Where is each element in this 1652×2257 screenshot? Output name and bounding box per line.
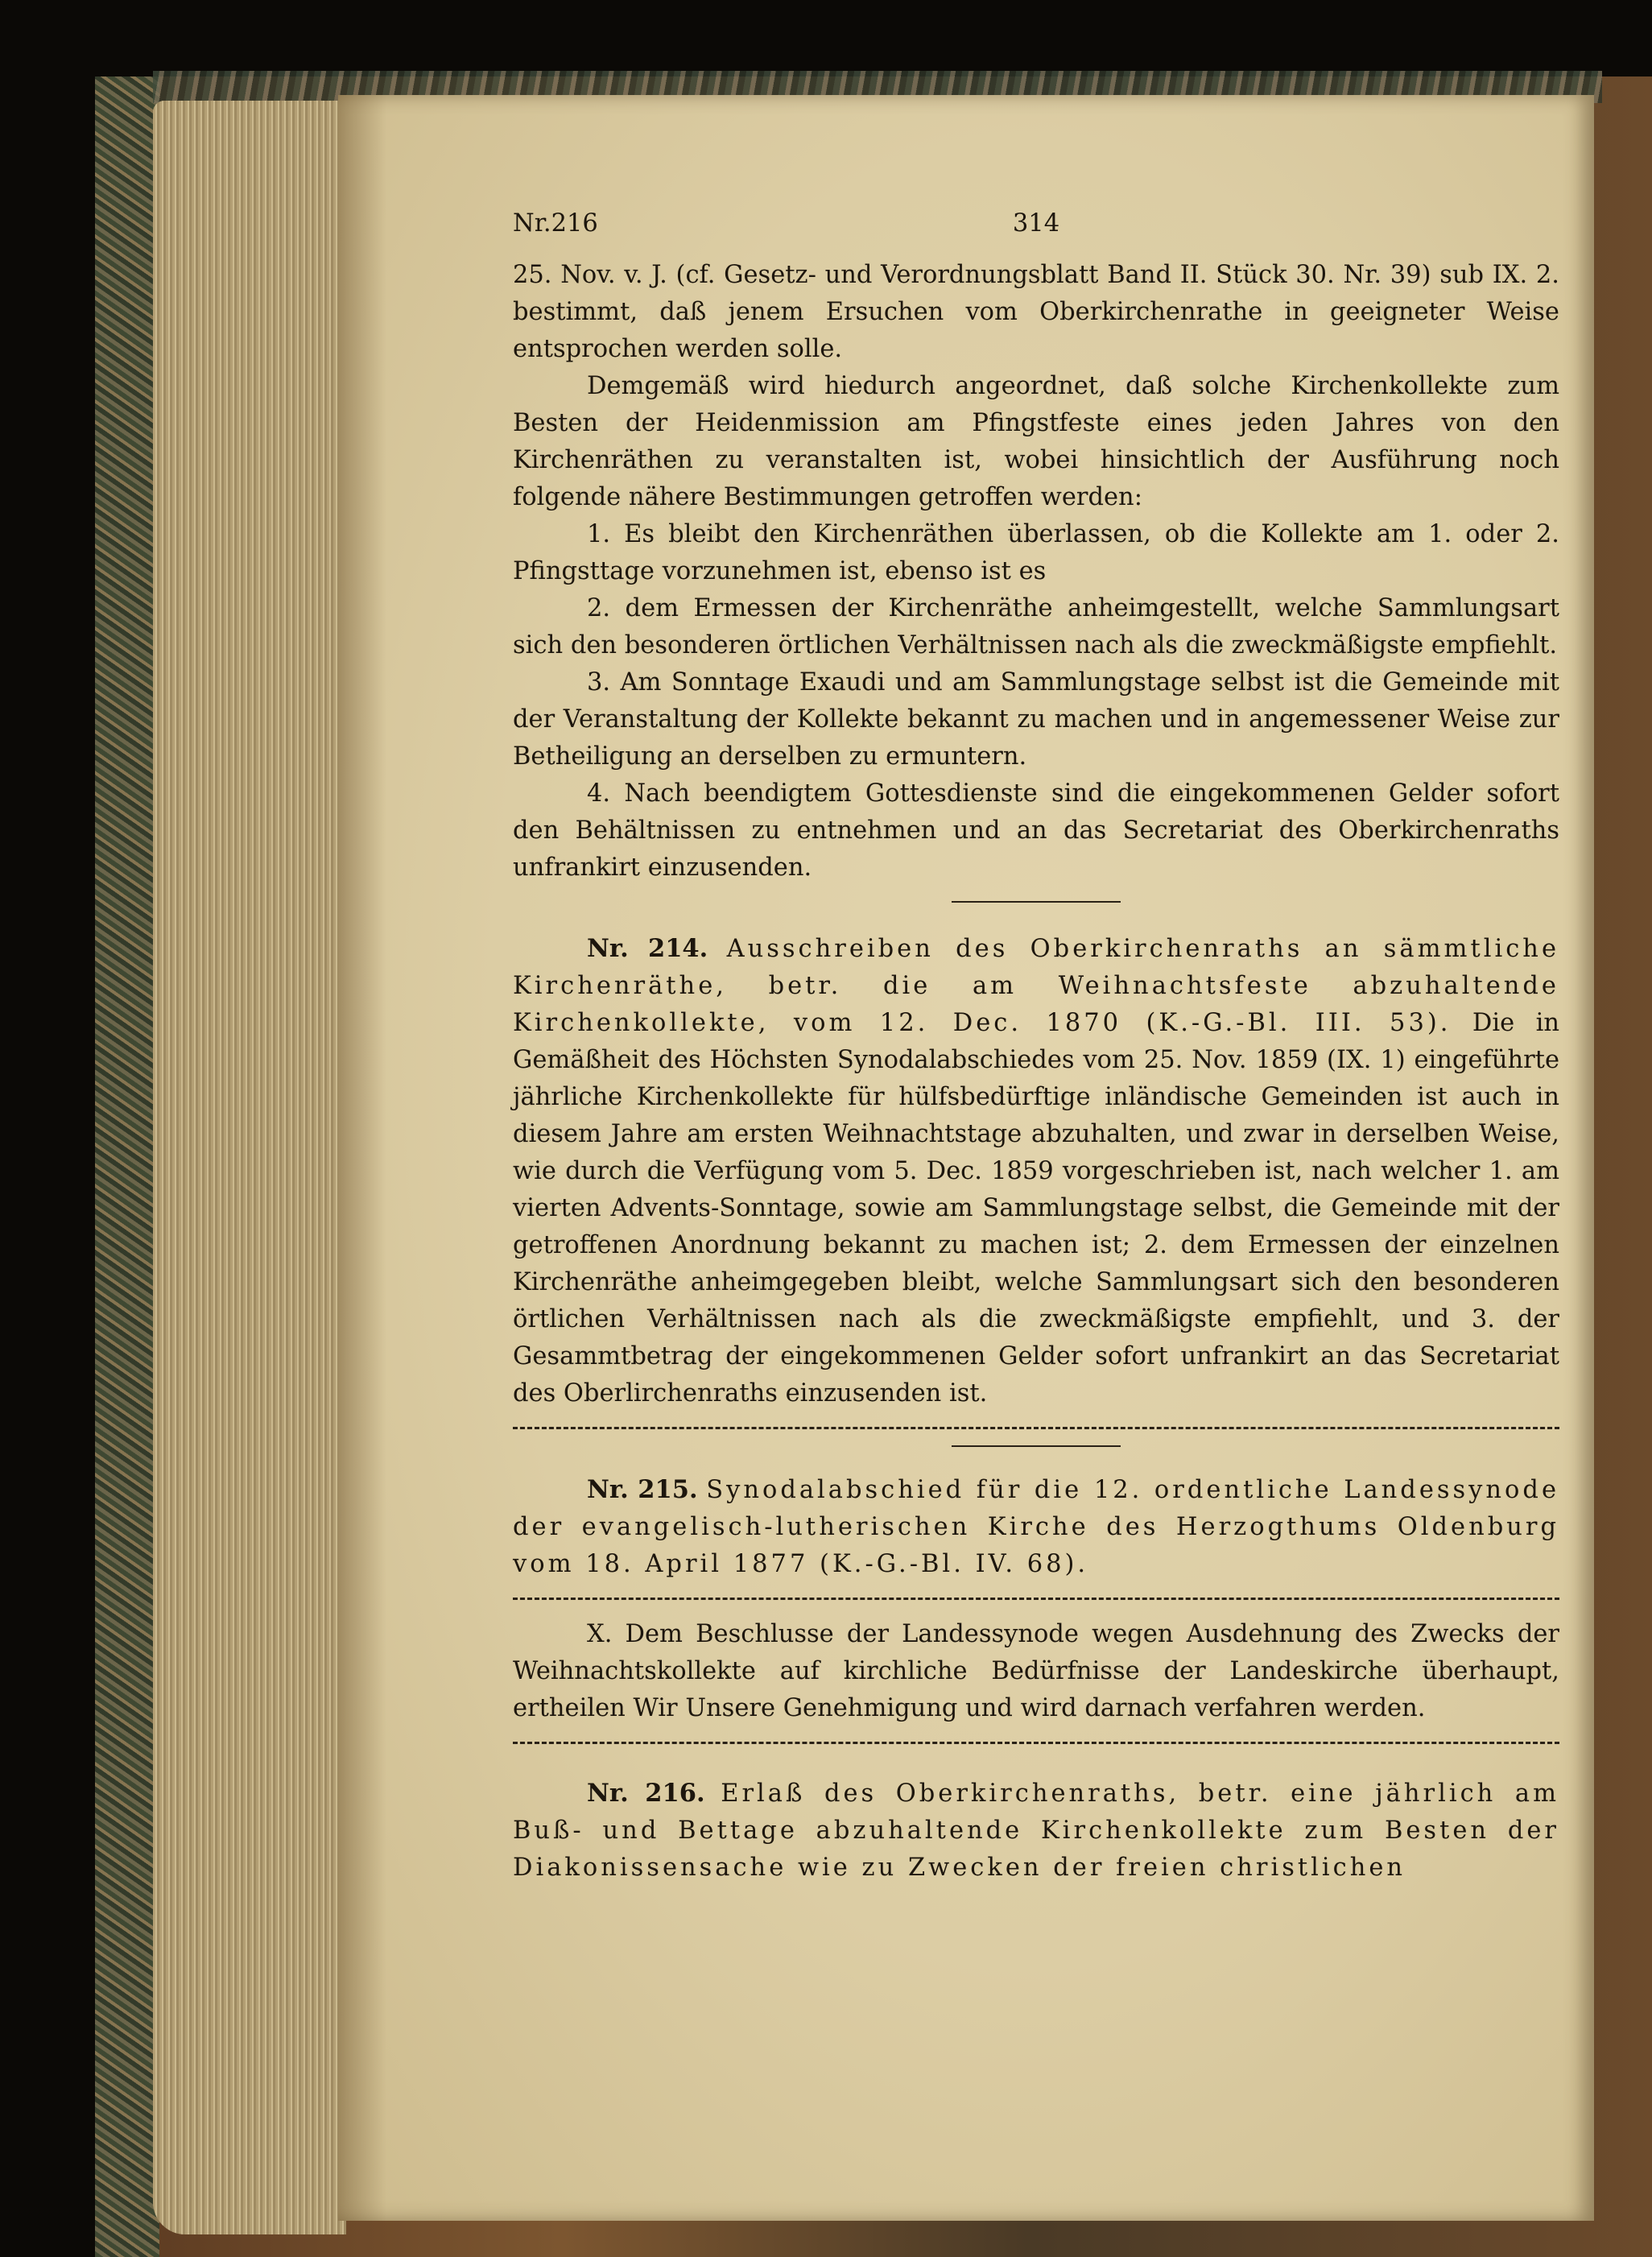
section-214-body: Die in Gemäßheit des Höchsten Synodalabschiedes vom 25. Nov. 1859 (IX. 1) eingeführte jährliche Kirchenkollekte für hülfsbedürftige inländische Gemeinden ist auch in diesem Jahre am ersten Weihnachtstage abzuhalten, und zwar in derselben Weise, wie durch die Verfügung vom 5. Dec. 1859 vorgeschrieben ist, nach welcher 1. am vierten Advents-Sonntage, sowie am Sammlungstage selbst, die Gemeinde mit der getroffenen Anordnung bekannt zu machen ist; 2. dem Ermessen der einzelnen Kirchenräthe anheimgegeben bleibt, welche Sammlungsart sich den besonderen örtlichen Verhältnissen nach als die zweckmäßigste empfiehlt, und 3. der Gesammtbetrag der eingekommenen Gelder sofort unfrankirt an das Secretariat des Oberlirchenraths einzusenden ist. — [513, 1009, 1559, 1408]
dashed-rule — [513, 1427, 1559, 1429]
intro-paragraph-2: Demgemäß wird hiedurch angeordnet, daß solche Kirchenkollekte zum Besten der Heidenmission am Pfingstfeste eines jeden Jahres von den Kirchenräthen zu veranstalten ist, wobei hinsichtlich der Ausführung noch folgende nähere Bestimmungen getroffen werden: — [513, 372, 1559, 511]
intro-item-2: 2. dem Ermessen der Kirchenräthe anheimgestellt, welche Sammlungsart sich den besonderen örtlichen Verhältnissen nach als die zweckmäßigste empfiehlt. — [513, 594, 1559, 659]
section-216-title: Erlaß des Oberkirchenraths, betr. eine jährlich am Buß- und Bettage abzuhaltende Kirchenkollekte zum Besten der Diakonissensache wie zu Zwecken der freien christlichen — [513, 1780, 1560, 1882]
section-214-number: Nr. 214. — [587, 934, 708, 963]
intro-item-1: 1. Es bleibt den Kirchenräthen überlassen, ob die Kollekte am 1. oder 2. Pfingsttage vorzunehmen ist, ebenso ist es — [513, 520, 1559, 585]
intro-paragraph-1: 25. Nov. v. J. (cf. Gesetz- und Verordnungsblatt Band II. Stück 30. Nr. 39) sub IX. 2. bestimmt, daß jenem Ersuchen vom Oberkirchenrathe in geeigneter Weise entsprochen werden solle. — [513, 261, 1559, 363]
section-215 — [513, 1471, 1559, 1583]
page-number: 314 — [1012, 209, 1060, 238]
section-216-number: Nr. 216. — [587, 1779, 705, 1808]
marbled-edge — [95, 76, 159, 2257]
running-head-left: Nr.216 — [513, 209, 598, 238]
section-separator — [952, 901, 1121, 903]
section-separator — [952, 1445, 1121, 1447]
running-header — [513, 205, 1559, 242]
intro-item-3: 3. Am Sonntage Exaudi und am Sammlungstage selbst ist die Gemeinde mit der Veranstaltung der Kollekte bekannt zu machen und in angemessener Weise zur Betheiligung an derselben zu ermuntern. — [513, 668, 1559, 771]
section-215-body: X. Dem Beschlusse der Landessynode wegen Ausdehnung des Zwecks der Weihnachtskollekte auf kirchliche Bedürfnisse der Landeskirche überhaupt, ertheilen Wir Unsere Genehmigung und wird darnach verfahren werden. — [513, 1620, 1559, 1722]
intro-item-4: 4. Nach beendigtem Gottesdienste sind die eingekommenen Gelder sofort den Behältnissen zu entnehmen und an das Secretariat des Oberkirchenraths unfrankirt einzusenden. — [513, 779, 1559, 882]
page-gutter-shadow — [338, 95, 386, 2221]
section-215-title: Synodalabschied für die 12. ordentliche Landessynode der evangelisch-lutherischen Kirche des Herzogthums Oldenburg vom 18. April 1877 (K.-G.-Bl. IV. 68). — [513, 1476, 1559, 1578]
section-216 — [513, 1775, 1559, 1887]
dashed-rule — [513, 1742, 1559, 1744]
section-214 — [513, 930, 1559, 1412]
page-edges — [153, 101, 346, 2234]
section-214-title: Ausschreiben des Oberkirchenraths an sämmtliche Kirchenräthe, betr. die am Weihnachtsfeste abzuhaltende Kirchenkollekte, vom 12. Dec. 1870 (K.-G.-Bl. III. 53). — [513, 935, 1559, 1037]
page-text — [513, 205, 1559, 1887]
dashed-rule — [513, 1598, 1559, 1600]
section-215-number: Nr. 215. — [587, 1475, 698, 1504]
